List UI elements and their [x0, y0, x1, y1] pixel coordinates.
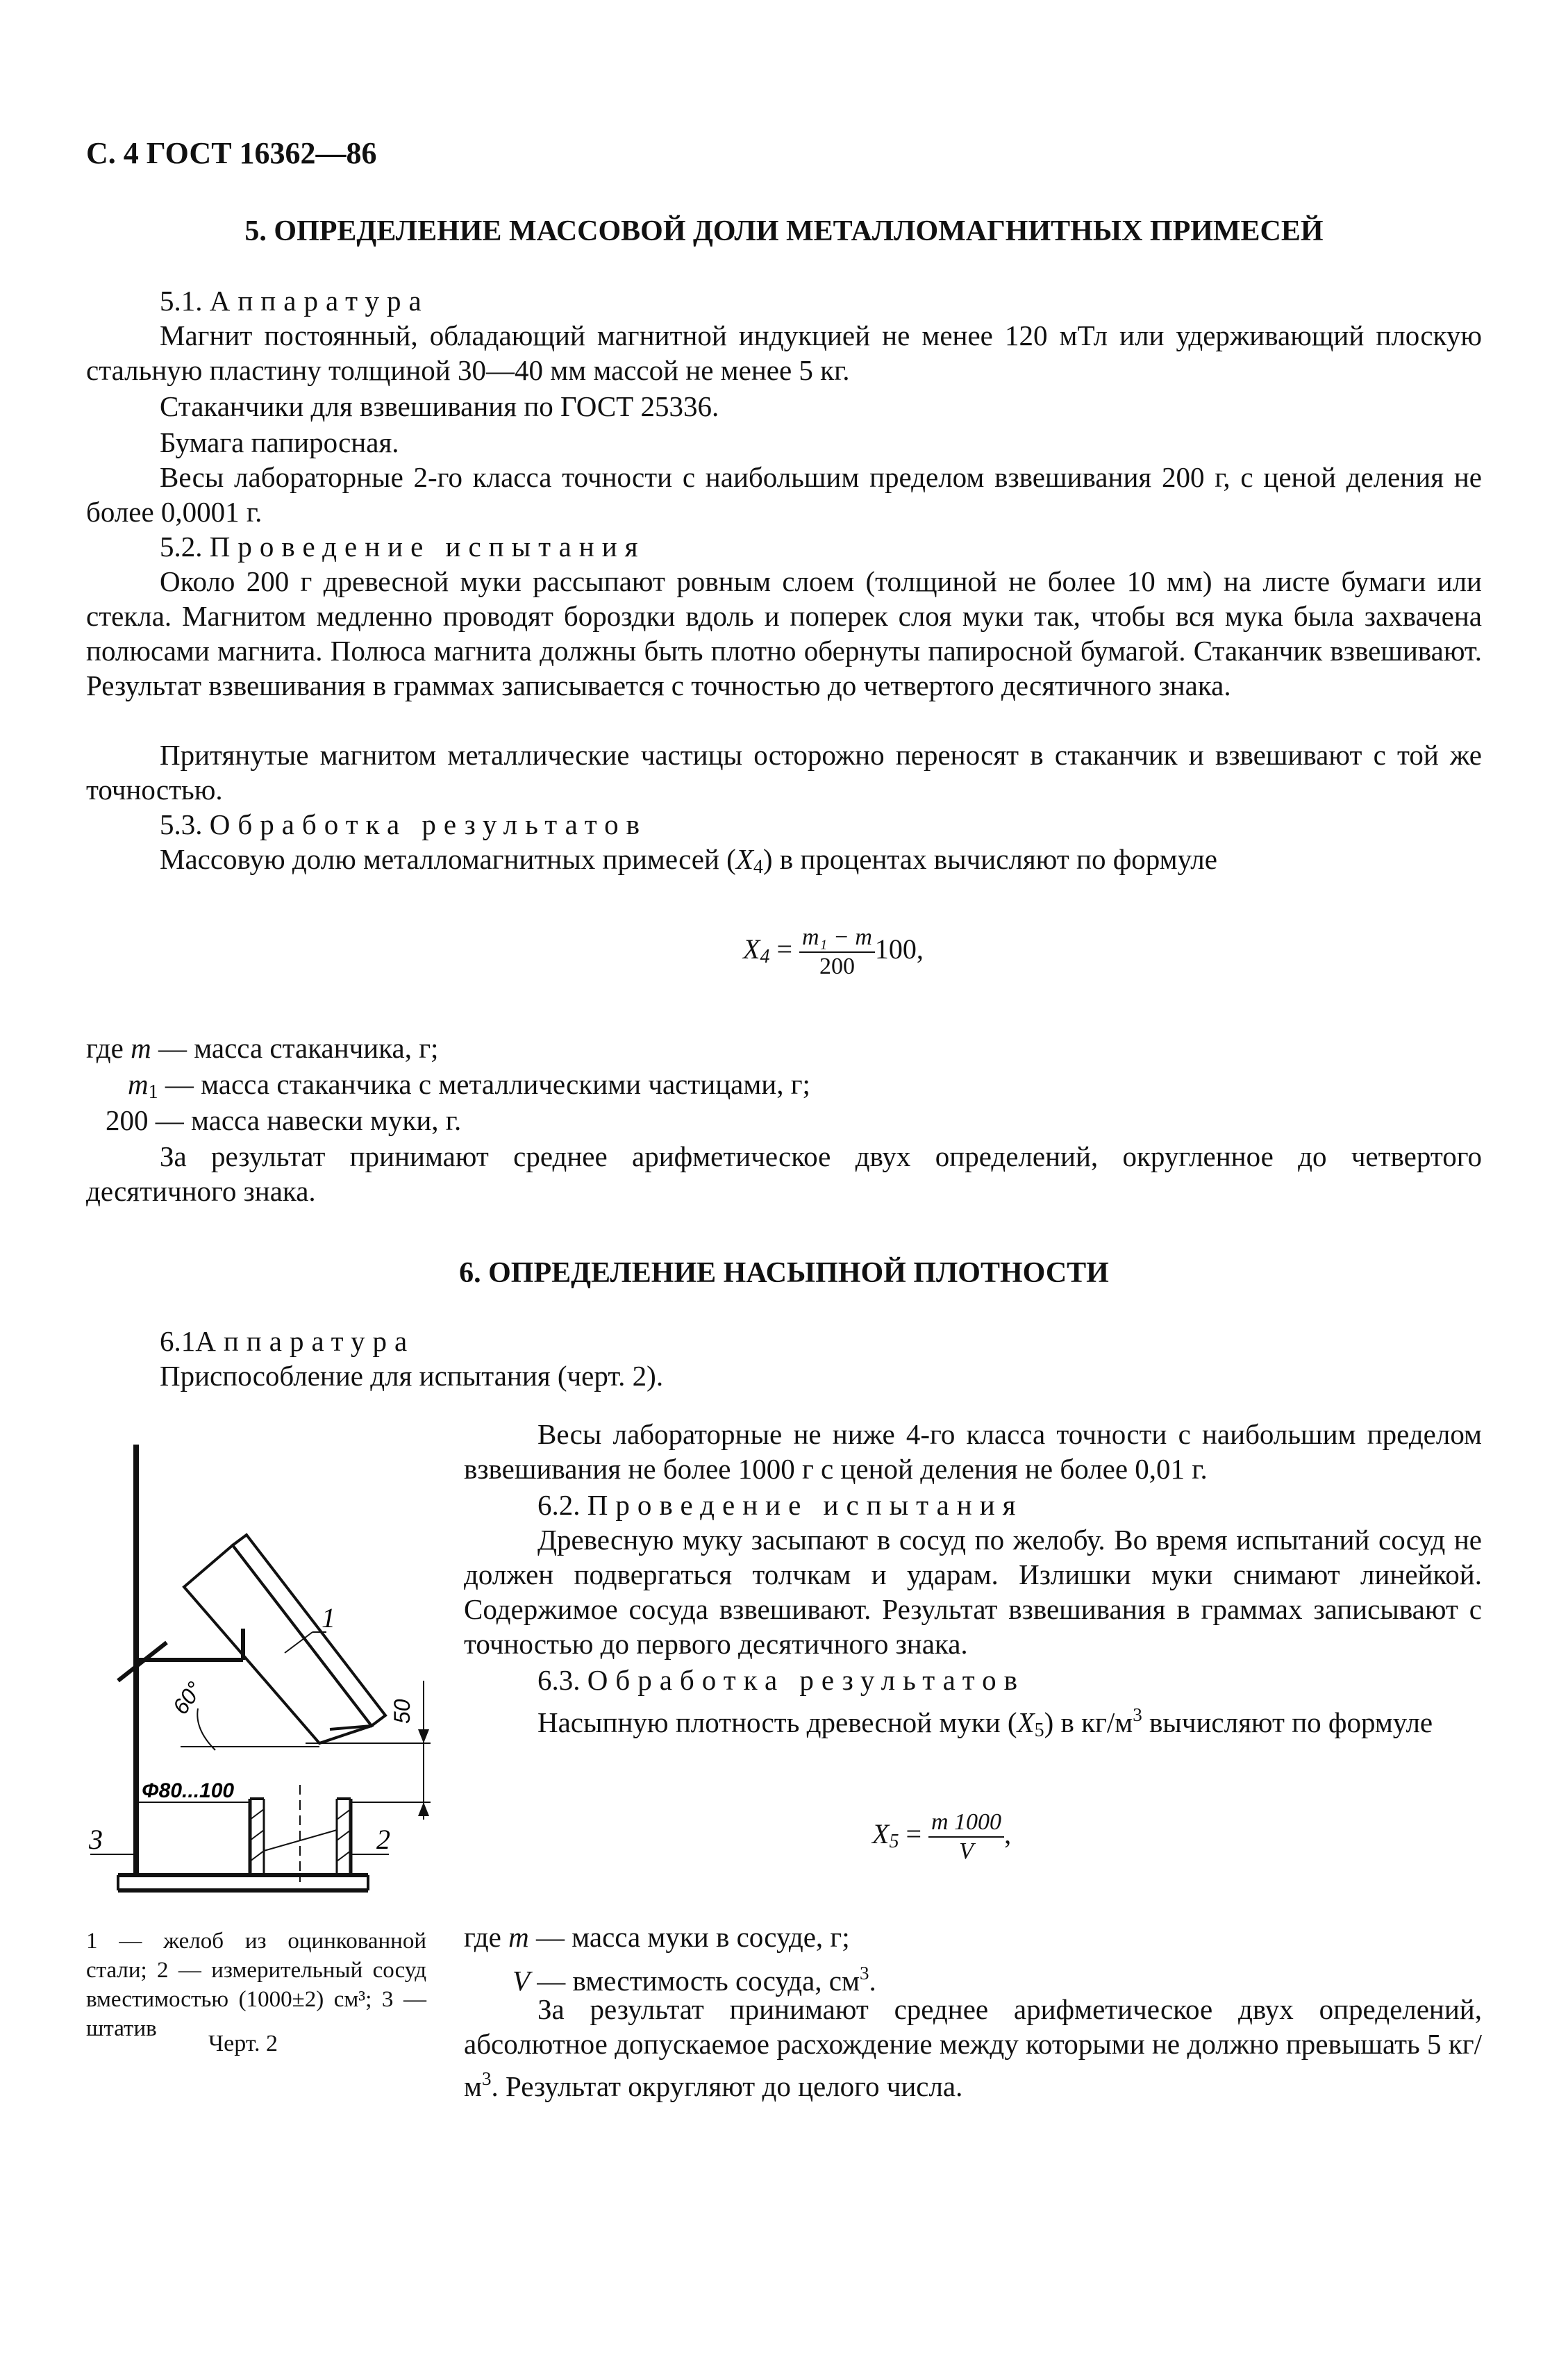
s53-title: Обработка результатов [209, 808, 648, 840]
where-m1-desc: — масса стаканчика с металлическими частицами, г; [158, 1068, 810, 1100]
s63-title: Обработка результатов [587, 1664, 1026, 1696]
formula-x5-fraction [928, 1808, 1004, 1865]
formula-x5-eq: = [906, 1818, 921, 1850]
vessel-hatch-5 [337, 1830, 351, 1840]
formula-x4 [743, 924, 924, 981]
s63-heading [464, 1663, 1482, 1697]
s51-number: 5.1. [160, 285, 203, 317]
where-m1-var: m [128, 1068, 149, 1100]
s6-result-sup: 3 [481, 2068, 492, 2089]
dim-arrow-1 [418, 1729, 429, 1743]
dim-50-label: 50 [390, 1699, 415, 1724]
where-v-desc: — вместимость сосуда, см [530, 1965, 860, 1997]
formula-x5-denominator: V [959, 1838, 974, 1864]
s63-text-b: ) в кг/м [1044, 1706, 1133, 1738]
where-v-sup: 3 [859, 1963, 869, 1983]
s53-heading [86, 807, 1482, 842]
s63-var-sub: 5 [1034, 1720, 1044, 1741]
s53-var-sub: 4 [753, 856, 763, 878]
formula-x5-lhs-sub: 5 [889, 1831, 899, 1853]
s53-var: X [735, 843, 753, 875]
s51-paragraph-2: Стаканчики для взвешивания по ГОСТ 25336. [160, 390, 719, 422]
where-200: 200 — масса навески муки, г. [106, 1104, 462, 1136]
formula-x5-comma: , [1004, 1818, 1012, 1850]
vessel-hatch-3 [250, 1851, 264, 1861]
s51-paragraph-4: Весы лабораторные 2-го класса точности с наибольшим пределом взвешивания 200 г, с ценой деления не более 0,0001 г. [86, 461, 1482, 528]
where-v-end: . [869, 1965, 876, 1997]
angle-arc [197, 1708, 215, 1750]
formula-x4-denominator: 200 [819, 954, 855, 979]
s52-title: Проведение испытания [209, 531, 646, 563]
where-m-var: m [131, 1032, 151, 1064]
s53-paragraph-1 [86, 842, 1482, 885]
apparatus-drawing [76, 1431, 444, 1917]
figure-number: Черт. 2 [208, 2031, 278, 2056]
s6-result-b: . Результат округляют до целого числа. [491, 2070, 963, 2102]
formula-x4-lhs-sub: 4 [760, 946, 770, 968]
figure-caption: 1 — желоб из оцинкованной стали; 2 — измерительный сосуд вместимостью (1000±2) см³; 3 — штатив [86, 1929, 426, 2041]
where-m-flour [464, 1920, 850, 1954]
vessel-hatch-4 [337, 1809, 351, 1820]
where-m-flour-lead: где [464, 1921, 509, 1953]
s52-number: 5.2. [160, 531, 203, 563]
s63-paragraph-1 [464, 1697, 1482, 1748]
where-m-flour-desc: — масса муки в сосуде, г; [528, 1921, 850, 1953]
formula-x5-numerator: m 1000 [928, 1808, 1004, 1838]
s6-result [464, 1992, 1482, 2104]
angle-label: 60° [167, 1677, 208, 1719]
s6-result-a: За результат принимают среднее арифметическое двух определений, абсолютное допускаемое расхождение между которыми не должно превышать 5 кг/м [464, 1993, 1482, 2102]
s61-title: Аппаратура [195, 1325, 415, 1357]
where-m-flour-var: m [508, 1921, 529, 1953]
s51-heading [86, 283, 1482, 318]
label-1: 1 [322, 1602, 335, 1633]
s62-title: Проведение испытания [587, 1489, 1024, 1521]
s62-number: 6.2. [537, 1489, 581, 1521]
s63-text-a: Насыпную плотность древесной муки ( [537, 1706, 1017, 1738]
s51-paragraph-3: Бумага папиросная. [160, 426, 399, 458]
vessel-hatch-6 [337, 1851, 351, 1861]
s5-result: За результат принимают среднее арифметическое двух определений, округленное до четвертого десятичного знака. [86, 1140, 1482, 1207]
s62-heading [464, 1488, 1482, 1522]
s62-paragraph-1: Древесную муку засыпают в сосуд по желобу. Во время испытаний сосуд не должен подвергаться толчкам и ударам. Излишки муки снимают линейкой. Содержимое сосуда взвешивают. Результат взвешивания в граммах записывают с точностью до первого десятичного знака. [464, 1524, 1482, 1660]
s52-heading [86, 529, 1482, 564]
where-v-var: V [512, 1965, 531, 1997]
where-m-desc: — масса стаканчика, г; [151, 1032, 439, 1064]
label-2: 2 [376, 1824, 390, 1855]
s52-paragraph-1: Около 200 г древесной муки рассыпают ровным слоем (толщиной не более 10 мм) на листе бумаги или стекла. Магнитом медленно проводят бороздки вдоль и поперек слоя муки так, чтобы вся мука была захвачена полюсами магнита. Полюса магнита должны быть плотно обернуты папиросной бумагой. Стаканчик взвешивают. Результат взвешивания в граммах записывается с точностью до четвертого десятичного знака. [86, 565, 1482, 701]
where-m-lead: где [86, 1032, 131, 1064]
s63-number: 6.3. [537, 1664, 581, 1696]
formula-x4-comma: , [916, 933, 924, 965]
s53-number: 5.3. [160, 808, 203, 840]
vessel-hatch-1 [250, 1809, 264, 1820]
formula-x4-eq: = [776, 933, 792, 965]
vessel-hatch-2 [250, 1830, 264, 1840]
s63-var: X [1017, 1706, 1035, 1738]
s53-text-b: ) в процентах вычисляют по формуле [762, 843, 1217, 875]
s61-paragraph-2: Весы лабораторные не ниже 4-го класса точности с наибольшим пределом взвешивания не более 1000 г с ценой деления не более 0,01 г. [464, 1418, 1482, 1485]
s51-title: Аппаратура [209, 285, 429, 317]
chute-edge [233, 1535, 385, 1726]
label-3: 3 [89, 1824, 103, 1855]
dim-arrow-2 [418, 1802, 429, 1816]
s51-paragraph-1: Магнит постоянный, обладающий магнитной индукцией не менее 120 мТл или удерживающий плоскую стальную пластину толщиной 30—40 мм массой не менее 5 кг. [86, 319, 1482, 386]
formula-x4-multiplier: 100 [874, 933, 917, 965]
section-6-title: 6. ОПРЕДЕЛЕНИЕ НАСЫПНОЙ ПЛОТНОСТИ [459, 1257, 1109, 1289]
s52-paragraph-2: Притянутые магнитом металлические частицы осторожно переносят в стаканчик и взвешивают с той же точностью. [86, 739, 1482, 806]
s61-number: 6.1 [160, 1325, 196, 1357]
formula-x5-lhs: X [872, 1818, 890, 1850]
formula-x4-numerator: m₁ − m [799, 924, 875, 953]
formula-x4-lhs: X [743, 933, 760, 965]
s63-text-c: вычисляют по формуле [1142, 1706, 1433, 1738]
s61-paragraph-1: Приспособление для испытания (черт. 2). [160, 1360, 664, 1392]
where-m [86, 1031, 438, 1065]
page-header: С. 4 ГОСТ 16362—86 [86, 136, 377, 170]
formula-x5 [872, 1808, 1011, 1865]
s63-sup: 3 [1133, 1704, 1142, 1725]
s61-heading [86, 1324, 1482, 1358]
diameter-label: Φ80...100 [142, 1779, 235, 1802]
where-m1-sub: 1 [148, 1081, 158, 1103]
formula-x4-fraction [799, 924, 875, 981]
s53-text-a: Массовую долю металломагнитных примесей ( [160, 843, 736, 875]
section-5-title: 5. ОПРЕДЕЛЕНИЕ МАССОВОЙ ДОЛИ МЕТАЛЛОМАГНИТНЫХ ПРИМЕСЕЙ [244, 215, 1324, 247]
